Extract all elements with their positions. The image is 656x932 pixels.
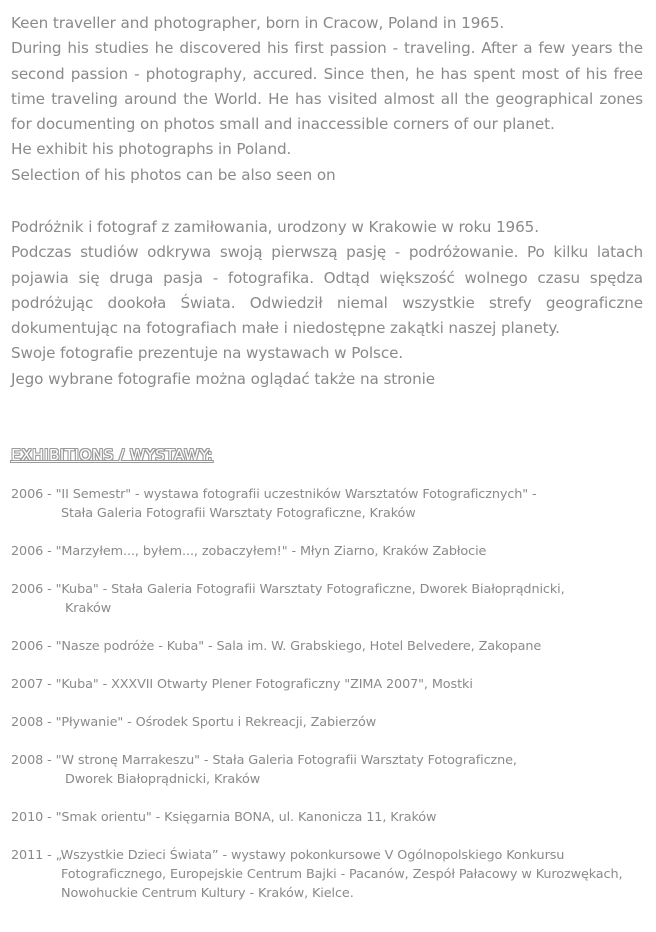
bio-en-line: Selection of his photos can be also seen on [11, 165, 336, 184]
exhibition-title: 2006 - "Marzyłem..., byłem..., zobaczyłem!" - Młyn Ziarno, Kraków Zabłocie [11, 544, 487, 559]
exhibition-title: 2008 - "Pływanie" - Ośrodek Sportu i Rekreacji, Zabierzów [11, 715, 377, 730]
exhibition-venue: Dworek Białoprądnicki, Kraków [65, 772, 261, 787]
exhibition-item [11, 637, 646, 656]
exhibition-item [11, 751, 646, 789]
exhibition-title: 2007 - "Kuba" - XXXVII Otwarty Plener Fotograficzny "ZIMA 2007", Mostki [11, 677, 473, 692]
bio-english [11, 11, 643, 188]
exhibition-title: 2006 - "Nasze podróże - Kuba" - Sala im. W. Grabskiego, Hotel Belvedere, Zakopane [11, 639, 542, 654]
bio-pl-line: Swoje fotografie prezentuje na wystawach w Polsce. [11, 344, 404, 363]
exhibition-title: 2008 - "W stronę Marrakeszu" - Stała Galeria Fotografii Warsztaty Fotograficzne, [11, 753, 517, 768]
exhibition-title: 2006 - "Kuba" - Stała Galeria Fotografii Warsztaty Fotograficzne, Dworek Białoprądnicki, [11, 582, 565, 597]
exhibition-venue: Fotograficznego, Europejskie Centrum Bajki - Pacanów, Zespół Pałacowy w Kurozwękach, [61, 867, 623, 882]
exhibition-item [11, 675, 646, 694]
exhibitions-list [11, 485, 646, 922]
exhibition-venue: Nowohuckie Centrum Kultury - Kraków, Kielce. [61, 886, 354, 901]
exhibition-item [11, 713, 646, 732]
bio-pl-paragraph: Podczas studiów odkrywa swoją pierwszą pasję - podróżowanie. Po kilku latach pojawia się druga pasja - fotografika. Odtąd większość wolnego czasu spędza podróżując dookoła Świata. Odwiedził niemal wszystkie strefy geograficzne dokumentując na fotografiach małe i niedostępne zakątki naszej planety. [11, 243, 643, 338]
bio-pl-line: Jego wybrane fotografie można oglądać także na stronie [11, 369, 436, 388]
exhibition-title: 2010 - "Smak orientu" - Księgarnia BONA, ul. Kanonicza 11, Kraków [11, 810, 437, 825]
exhibitions-heading: EXHIBITIONS / WYSTAWY: [11, 446, 213, 464]
exhibition-title: 2011 - „Wszystkie Dzieci Świata” - wystawy pokonkursowe V Ogólnopolskiego Konkursu [11, 848, 565, 863]
exhibition-venue: Stała Galeria Fotografii Warsztaty Fotograficzne, Kraków [61, 506, 416, 521]
exhibition-item [11, 542, 646, 561]
exhibition-item [11, 580, 646, 618]
exhibition-item [11, 846, 646, 903]
exhibition-title: 2006 - "II Semestr" - wystawa fotografii uczestników Warsztatów Fotograficznych" - [11, 487, 537, 502]
bio-pl-line: Podróżnik i fotograf z zamiłowania, urodzony w Krakowie w roku 1965. [11, 218, 539, 236]
exhibition-item [11, 808, 646, 827]
exhibition-item [11, 485, 646, 523]
exhibition-venue: Kraków [65, 601, 112, 616]
bio-polish [11, 215, 643, 392]
bio-en-line: He exhibit his photographs in Poland. [11, 140, 292, 159]
bio-en-paragraph: During his studies he discovered his first passion - traveling. After a few years the second passion - photography, accured. Since then, he has spent most of his free time traveling around the World. He has visited almost all the geographical zones for documenting on photos small and inaccessible corners of our planet. [11, 39, 643, 134]
bio-en-line: Keen traveller and photographer, born in Cracow, Poland in 1965. [11, 14, 505, 32]
